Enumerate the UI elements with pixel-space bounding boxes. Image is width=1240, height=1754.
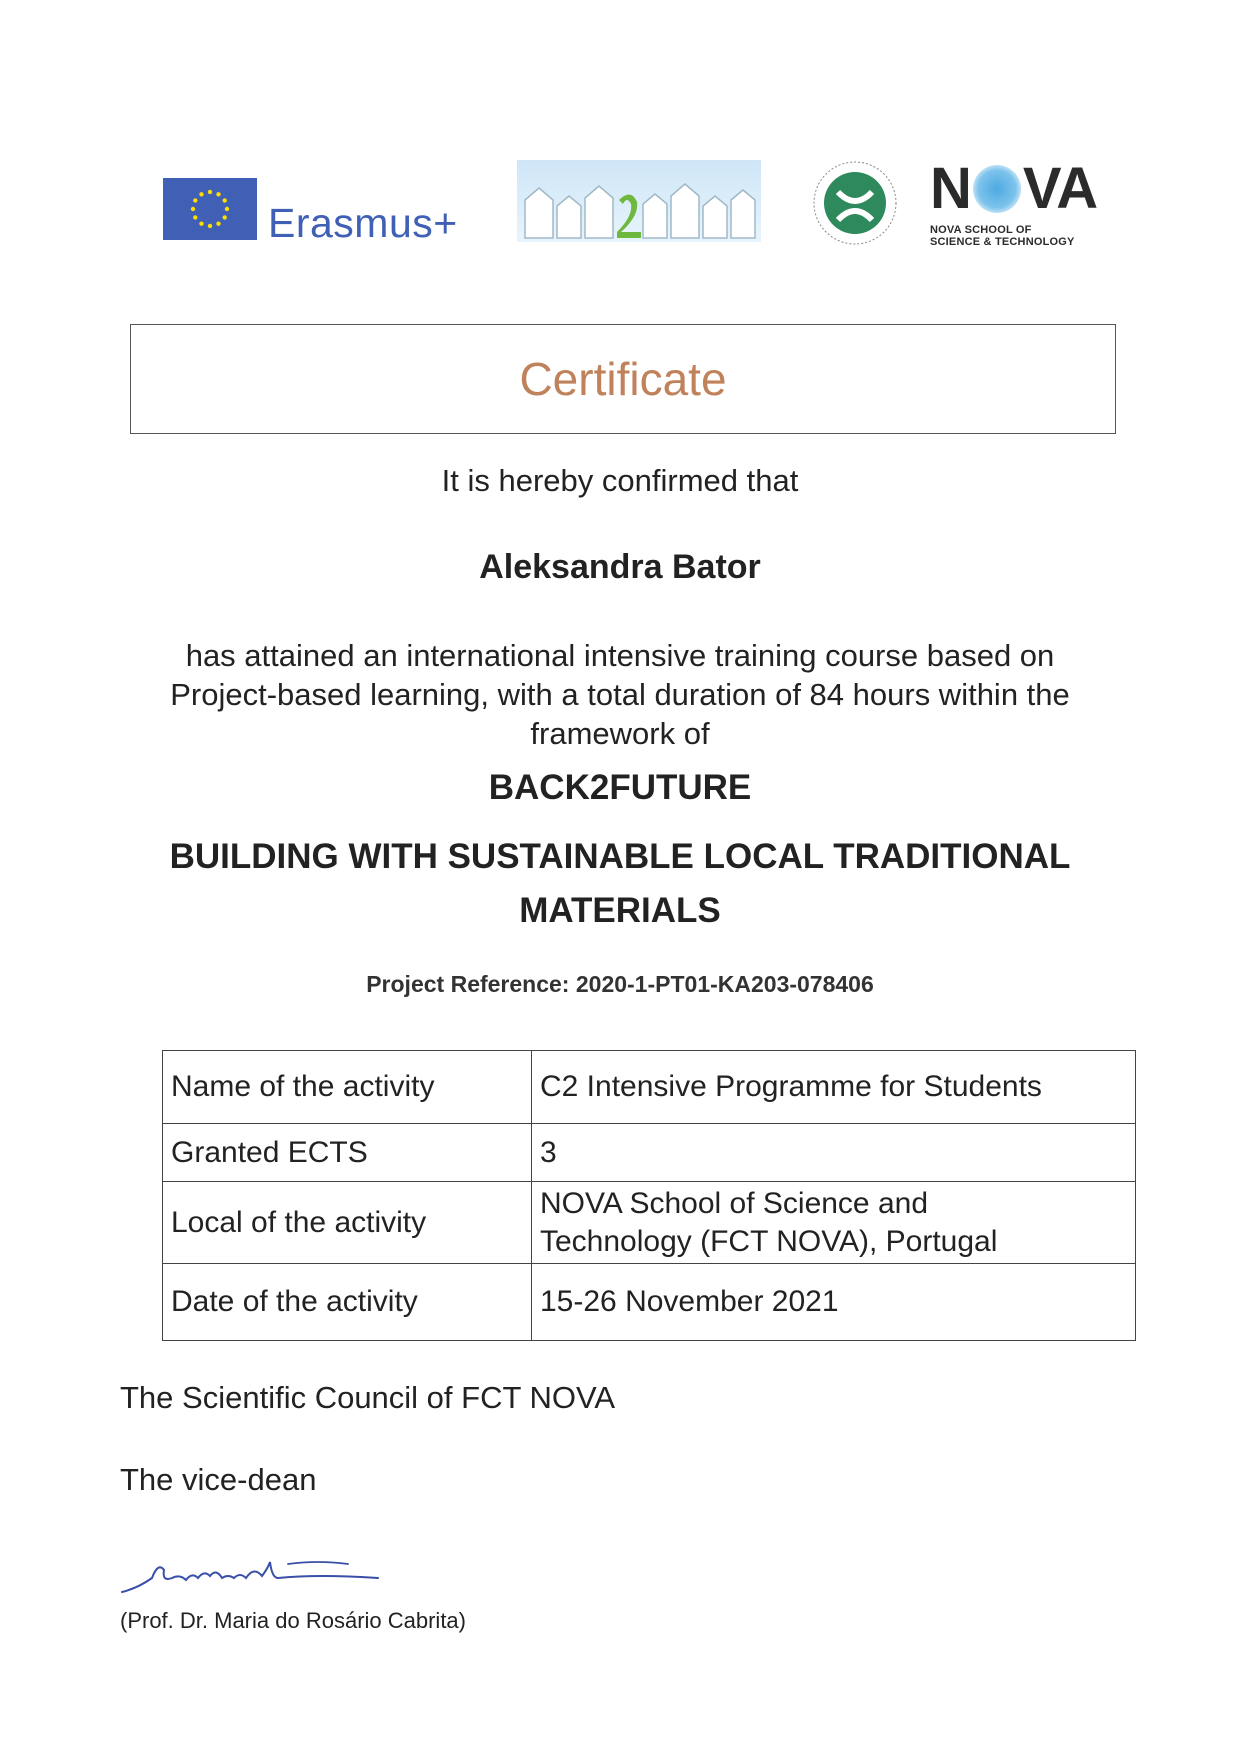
table-cell-label: Granted ECTS [163,1124,532,1182]
nova-dot-icon [973,165,1021,213]
body-text-line: framework of [530,716,710,751]
back2future-logo [517,160,761,242]
body-text-line: has attained an international intensive training course based on [185,638,1055,673]
activity-details-table [162,1050,1136,1341]
signer-name: (Prof. Dr. Maria do Rosário Cabrita) [120,1608,466,1633]
project-reference: Project Reference: 2020-1-PT01-KA203-078406 [366,971,874,997]
confirmation-line: It is hereby confirmed that [441,463,799,498]
universidade-nova-seal-logo [812,160,898,246]
project-name: BACK2FUTURE [488,768,752,807]
unl-seal-icon [812,160,898,246]
project-subtitle-line: MATERIALS [519,891,721,930]
erasmus-logo-text: Erasmus+ [268,200,458,246]
certificate-body-text [110,636,1130,753]
issuing-council: The Scientific Council of FCT NOVA [120,1380,616,1415]
nova-sst-logo [930,156,1098,248]
project-subtitle [120,830,1120,938]
signature-scribble-icon [118,1548,418,1598]
nova-logo-letter-n: N [930,156,971,221]
handwritten-signature [118,1548,418,1598]
body-text-line: Project-based learning, with a total duration of 84 hours within the [170,677,1070,712]
back2future-houses-icon [517,160,761,242]
eu-stars-icon [163,178,257,240]
table-row [163,1264,1136,1341]
signatory-role: The vice-dean [120,1462,317,1497]
table-row [163,1124,1136,1182]
nova-logo-subtitle-line1: NOVA SCHOOL OF [930,224,1032,236]
table-cell-value [532,1182,1136,1264]
table-cell-label: Date of the activity [163,1264,532,1341]
project-subtitle-line: BUILDING WITH SUSTAINABLE LOCAL TRADITIONAL [169,837,1071,876]
nova-logo-subtitle-line2: SCIENCE & TECHNOLOGY [930,236,1075,248]
eu-flag-logo [163,178,257,240]
table-cell-value-line: NOVA School of Science and [540,1186,929,1220]
table-cell-value: 3 [532,1124,1136,1182]
nova-logo-letters-va: VA [1022,156,1098,221]
table-row [163,1051,1136,1124]
table-cell-value-line: Technology (FCT NOVA), Portugal [540,1224,998,1258]
table-cell-label: Local of the activity [163,1182,532,1264]
table-row [163,1182,1136,1264]
table-cell-label: Name of the activity [163,1051,532,1124]
recipient-name: Aleksandra Bator [479,548,761,586]
table-cell-value: 15-26 November 2021 [532,1264,1136,1341]
certificate-title: Certificate [519,353,727,405]
table-cell-value: C2 Intensive Programme for Students [532,1051,1136,1124]
